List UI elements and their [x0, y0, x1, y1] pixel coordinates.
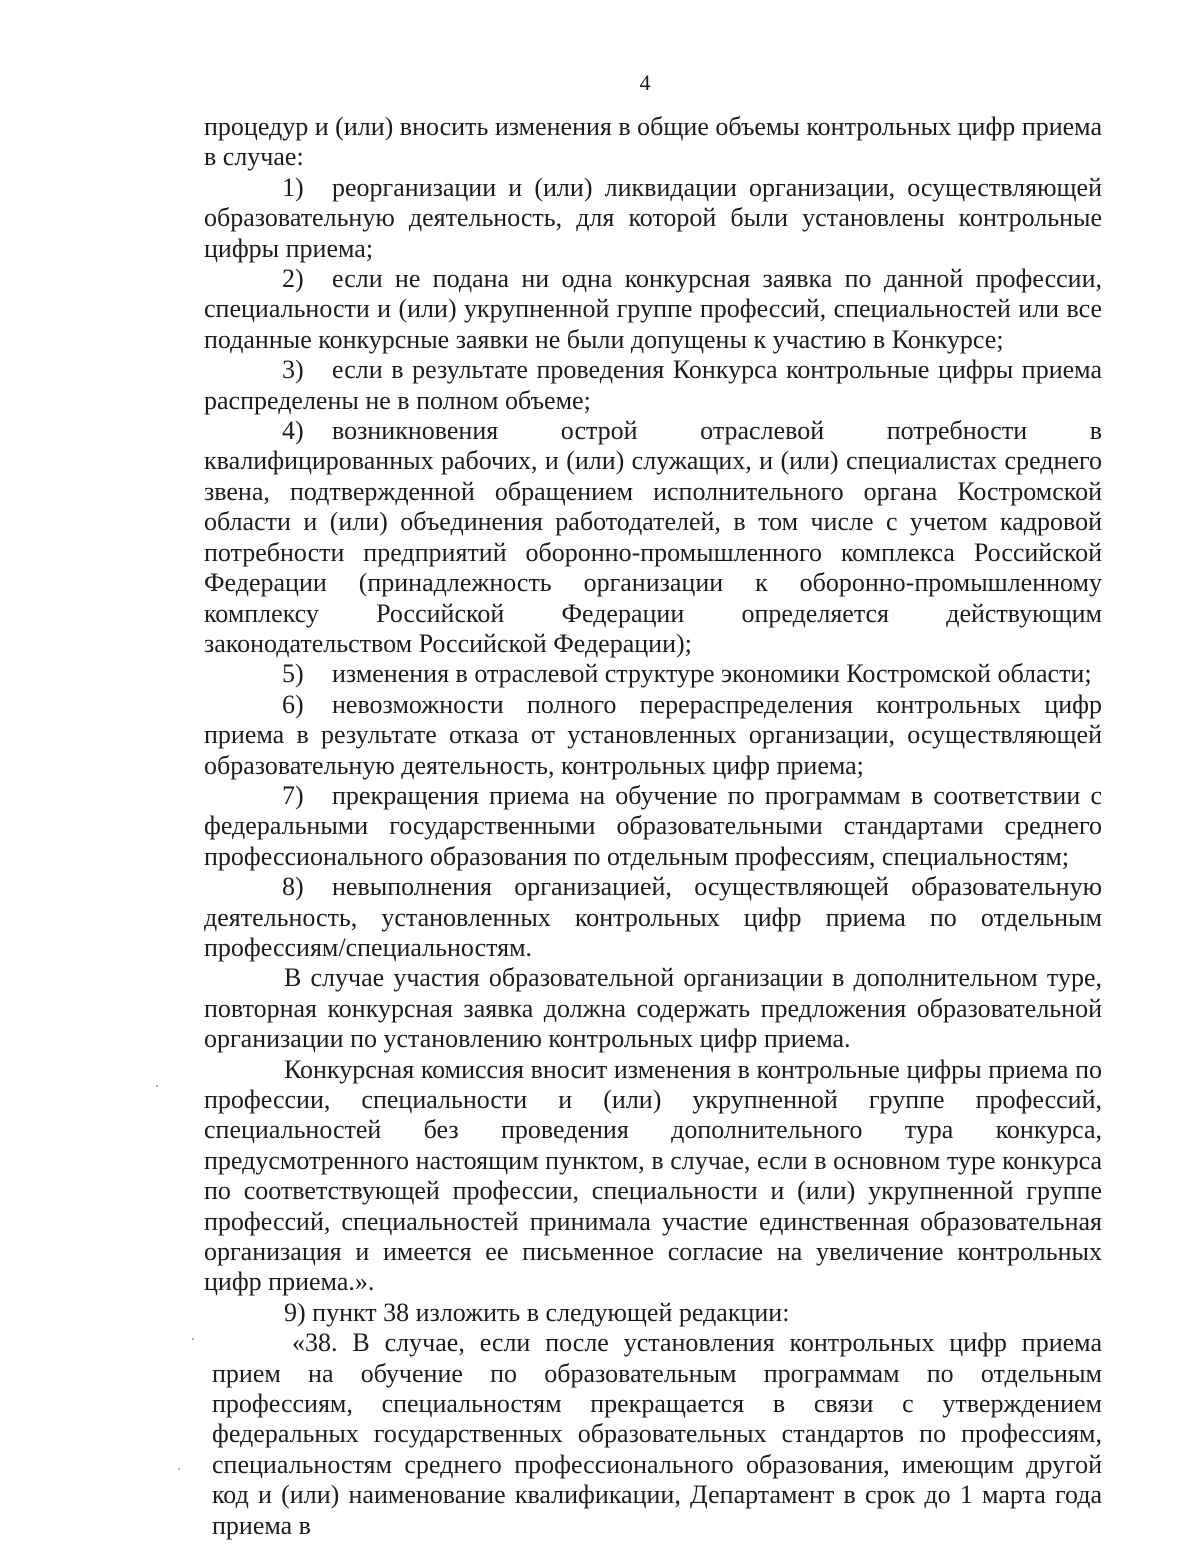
list-number: 2): [282, 264, 304, 294]
list-item-text: если в результате проведения Конкурса контрольные цифры приема распределены не в полном объеме;: [204, 355, 1102, 415]
list-item-text: изменения в отраслевой структуре экономики Костромской области;: [332, 659, 1092, 689]
list-item-text: прекращения приема на обучение по программам в соответствии с федеральными государственными образовательными стандартами среднего профессионального образования по отдельным профессиям, специальностям;: [204, 780, 1102, 871]
list-item-8: [204, 872, 1102, 963]
page-number: 4: [639, 70, 651, 95]
list-item-7: [204, 781, 1102, 872]
list-item-4: [204, 416, 1102, 659]
additional-round-paragraph: В случае участия образовательной организации в дополнительном туре, повторная конкурсная заявка должна содержать предложения образовательной организации по установлению контрольных цифр приема.: [204, 963, 1102, 1054]
scan-speck: [178, 1468, 180, 1470]
document-body: [204, 112, 1102, 1541]
clause-38-paragraph: «38. В случае, если после установления контрольных цифр приема прием на обучение по образовательным программам по отдельным профессиям, специальностям прекращается в связи с утверждением федеральных государственных образовательных стандартов по профессиям, специальностям среднего профессионального образования, имеющим другой код и (или) наименование квалификации, Департамент в срок до 1 марта года приема в: [212, 1328, 1102, 1540]
list-item-5: [204, 659, 1102, 689]
commission-paragraph: Конкурсная комиссия вносит изменения в контрольные цифры приема по профессии, специальности и (или) укрупненной группе профессий, специальностей без проведения дополнительного тура конкурса, предусмотренного настоящим пунктом, в случае, если в основном туре конкурса по соответствующей профессии, специальности и (или) укрупненной группе профессий, специальностей принимала участие единственная образовательная организация и имеется ее письменное согласие на увеличение контрольных цифр приема.».: [204, 1054, 1102, 1297]
list-item-text: невозможности полного перераспределения контрольных цифр приема в результате отказа от установленных организации, осуществляющей образовательную деятельность, контрольных цифр приема;: [204, 689, 1102, 780]
list-item-text: возникновения острой отраслевой потребности в квалифицированных рабочих, и (или) служащих, и (или) специалистах среднего звена, подтвержденной обращением исполнительного органа Костромской области и (или) объединения работодателей, в том числе с учетом кадровой потребности предприятий оборонно-промышленного комплекса Российской Федерации (принадлежность организации к оборонно-промышленному комплексу Российской Федерации определяется действующим законодательством Российской Федерации);: [204, 416, 1102, 658]
list-item-text: реорганизации и (или) ликвидации организации, осуществляющей образовательную деятельность, для которой были установлены контрольные цифры приема;: [204, 172, 1102, 263]
list-item-1: [204, 173, 1102, 264]
list-item-3: [204, 355, 1102, 416]
list-number: 5): [282, 659, 304, 689]
list-number: 4): [282, 416, 304, 446]
list-number: 7): [282, 780, 304, 810]
list-item-text: если не подана ни одна конкурсная заявка по данной профессии, специальности и (или) укрупненной группе профессий, специальностей или все поданные конкурсные заявки не были допущены к участию в Конкурсе;: [204, 264, 1102, 354]
intro-paragraph: процедур и (или) вносить изменения в общие объемы контрольных цифр приема в случае:: [204, 112, 1102, 172]
list-number: 8): [282, 872, 304, 902]
list-item-6: [204, 690, 1102, 781]
scan-speck: [156, 1085, 158, 1087]
list-item-text: невыполнения организацией, осуществляющей образовательную деятельность, установленных контрольных цифр приема по отдельным профессиям/специальностям.: [204, 872, 1102, 962]
list-number: 3): [282, 355, 304, 385]
list-number: 1): [282, 172, 304, 202]
list-number: 6): [282, 689, 304, 719]
list-item-2: [204, 264, 1102, 355]
amendment-instruction: 9) пункт 38 изложить в следующей редакции:: [284, 1297, 790, 1327]
scan-speck: [192, 1338, 194, 1340]
